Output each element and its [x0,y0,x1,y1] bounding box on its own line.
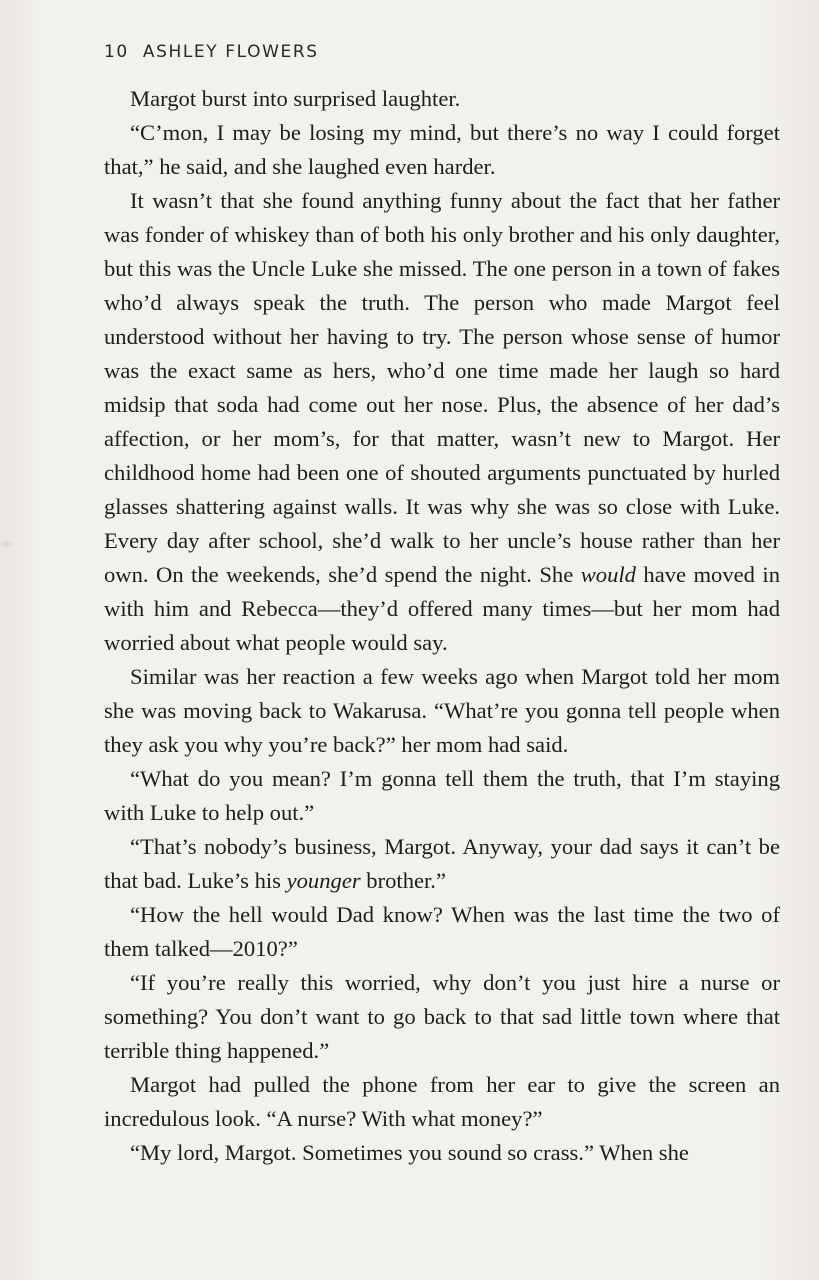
paragraph [104,82,780,116]
page-speck [0,540,14,548]
paragraph [104,898,780,966]
paragraph-text: have moved in with him and Rebecca—they’d offered many times—but her mom had worried about what people would say. [104,562,780,655]
paragraph-text: Margot burst into surprised laughter. [130,86,461,111]
body-text [104,82,780,1170]
paragraph-text: “What do you mean? I’m gonna tell them the truth, that I’m staying with Luke to help out.” [104,766,780,825]
author-name: ASHLEY FLOWERS [142,42,319,62]
paragraph [104,660,780,762]
italic-text: younger [286,868,361,893]
italic-text: would [580,562,636,587]
paragraph-text: “How the hell would Dad know? When was the last time the two of them talked—2010?” [104,902,780,961]
page-number: 10 [104,42,129,62]
paragraph-text: It wasn’t that she found anything funny about the fact that her father was fonder of whiskey than of both his only brother and his only daughter, but this was the Uncle Luke she missed. The one person in a town of fakes who’d always speak the truth. The person who made Margot feel understood without her having to try. The person whose sense of humor was the exact same as hers, who’d one time made her laugh so hard midsip that soda had come out her nose. Plus, the absence of her dad’s affection, or her mom’s, for that matter, wasn’t new to Margot. Her childhood home had been one of shouted arguments punctuated by hurled glasses shattering against walls. It was why she was so close with Luke. Every day after school, she’d walk to her uncle’s house rather than her own. On the weekends, she’d spend the night. She [104,188,780,587]
paragraph-text: “C’mon, I may be losing my mind, but there’s no way I could forget that,” he said, and she laughed even harder. [104,120,780,179]
paragraph [104,184,780,660]
paragraph [104,966,780,1068]
paragraph-text: Margot had pulled the phone from her ear to give the screen an incredulous look. “A nurse? With what money?” [104,1072,780,1131]
paragraph-text: Similar was her reaction a few weeks ago when Margot told her mom she was moving back to Wakarusa. “What’re you gonna tell people when they ask you why you’re back?” her mom had said. [104,664,780,757]
paragraph [104,116,780,184]
paragraph [104,1136,780,1170]
running-head [104,42,319,62]
paragraph [104,1068,780,1136]
paragraph [104,830,780,898]
paragraph-text: “If you’re really this worried, why don’t you just hire a nurse or something? You don’t want to go back to that sad little town where that terrible thing happened.” [104,970,780,1063]
paragraph-text: “That’s nobody’s business, Margot. Anyway, your dad says it can’t be that bad. Luke’s his [104,834,780,893]
paragraph [104,762,780,830]
paragraph-text: brother.” [360,868,446,893]
paragraph-text: “My lord, Margot. Sometimes you sound so crass.” When she [130,1140,689,1165]
